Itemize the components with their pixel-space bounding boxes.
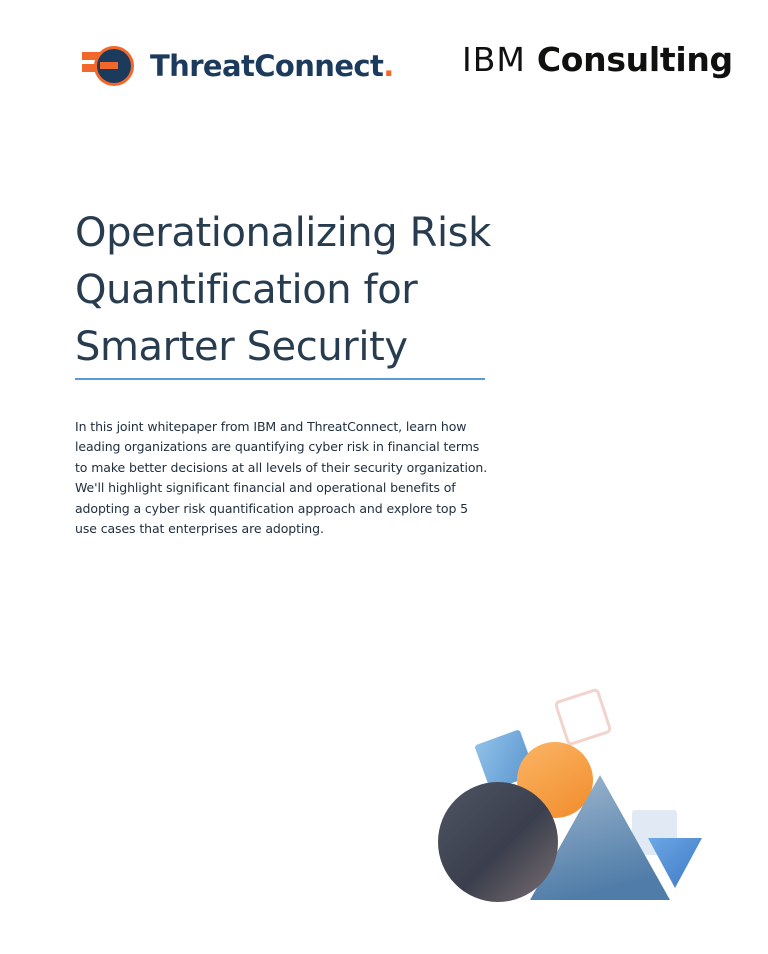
- threatconnect-wordmark: [150, 48, 394, 83]
- circle-dark-shape: [438, 782, 558, 902]
- geometric-shapes-illustration: [420, 670, 730, 930]
- square-outline-shape: [555, 689, 610, 744]
- threatconnect-wordmark-text: ThreatConnect: [150, 48, 384, 83]
- threatconnect-mark-icon: [78, 46, 140, 86]
- threatconnect-wordmark-dot: .: [383, 48, 394, 83]
- ibm-consulting-logo: [462, 40, 733, 79]
- ibm-consulting-label: Consulting: [536, 40, 733, 79]
- ibm-wordmark: IBM: [462, 40, 526, 79]
- title-divider: [75, 378, 485, 380]
- page-title: Operationalizing Risk Quantification for Smarter Security: [75, 209, 491, 370]
- threatconnect-logo: [78, 42, 394, 90]
- logo-row: [0, 40, 768, 100]
- abstract-text: In this joint whitepaper from IBM and ThreatConnect, learn how leading organizations are quantifying cyber risk in financial terms to make better decisions at all levels of their security organization. We'll highlight significant financial and operational benefits of adopting a cyber risk quantification approach and explore top 5 use cases that enterprises are adopting.: [75, 418, 488, 536]
